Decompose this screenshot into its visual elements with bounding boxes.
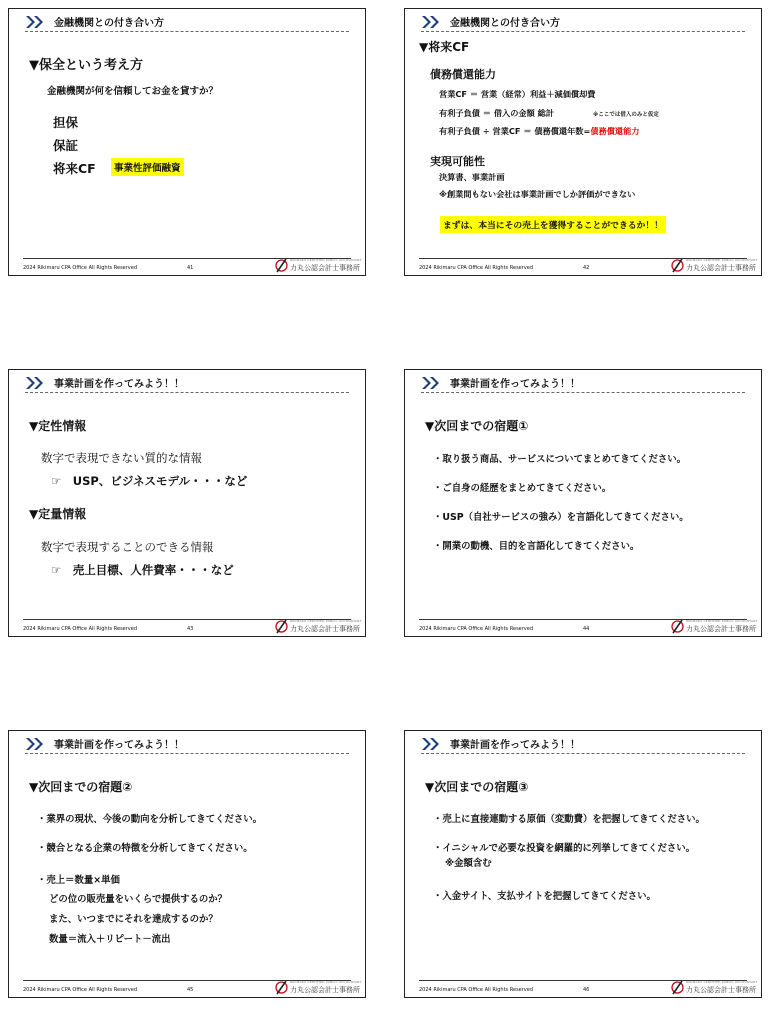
slide-title: 金融機関との付き合い方 bbox=[54, 18, 164, 29]
section-heading: ▼次回までの宿題① bbox=[425, 419, 529, 433]
logo-text: 力丸公認会計士事務所 bbox=[290, 264, 360, 272]
homework-subline: どの位の販売量をいくらで提供するのか？ bbox=[49, 894, 228, 905]
homework-note: ※金額含む bbox=[445, 858, 492, 869]
page-number: 42 bbox=[583, 265, 590, 271]
feasibility-note: ※創業間もない会社は事業計画でしか評価ができない bbox=[439, 189, 636, 199]
page-number: 46 bbox=[583, 987, 590, 993]
office-logo bbox=[671, 980, 758, 995]
copyright-text: 2024 Rikimaru CPA Office All Rights Reserved bbox=[419, 265, 534, 271]
copyright-text: 2024 Rikimaru CPA Office All Rights Reserved bbox=[23, 987, 138, 993]
chevron-right-icon bbox=[25, 15, 51, 29]
copyright-text: 2024 Rikimaru CPA Office All Rights Reserved bbox=[23, 265, 138, 271]
slide-46 bbox=[404, 730, 762, 998]
formula-repayment-years: 有利子負債 ÷ 営業CF ＝ 債務償還年数=債務償還能力 bbox=[439, 126, 640, 136]
slide-42 bbox=[404, 8, 762, 276]
chevron-right-icon bbox=[421, 376, 447, 390]
homework-item: ・取り扱う商品、サービスについてまとめてきてください。 bbox=[433, 454, 686, 465]
slide-41 bbox=[8, 8, 366, 276]
copyright-text: 2024 Rikimaru CPA Office All Rights Reserved bbox=[419, 987, 534, 993]
logo-mark-icon bbox=[275, 619, 288, 634]
formula-interest-debt: 有利子負債 ＝ 借入の金額 総計 bbox=[439, 108, 554, 118]
homework-item: ・イニシャルで必要な投資を網羅的に列挙してきてください。 bbox=[433, 843, 695, 854]
quantitative-description: 数字で表現することのできる情報 bbox=[41, 540, 214, 554]
slide-44 bbox=[404, 369, 762, 637]
logo-small-text: RIKIMARU CERTIFIED PUBLIC ACCOUNTANT bbox=[290, 619, 362, 623]
header-divider bbox=[421, 753, 745, 754]
logo-small-text: RIKIMARU CERTIFIED PUBLIC ACCOUNTANT bbox=[290, 980, 362, 984]
slide-header bbox=[405, 370, 761, 392]
qualitative-description: 数字で表現できない質的な情報 bbox=[41, 451, 202, 465]
slide-title: 事業計画を作ってみよう！！ bbox=[450, 379, 580, 390]
homework-item: ・競合となる企業の特徴を分析してきてください。 bbox=[37, 843, 253, 854]
repayment-capacity-text: 債務償還能力 bbox=[590, 126, 640, 136]
logo-small-text: RIKIMARU CERTIFIED PUBLIC ACCOUNTANT bbox=[686, 980, 758, 984]
section-heading: ▼保全という考え方 bbox=[29, 58, 143, 73]
logo-text: 力丸公認会計士事務所 bbox=[290, 986, 360, 994]
logo-text: 力丸公認会計士事務所 bbox=[686, 264, 756, 272]
homework-item: ・業界の現状、今後の動向を分析してきてください。 bbox=[37, 814, 263, 825]
logo-text: 力丸公認会計士事務所 bbox=[686, 625, 756, 633]
slide-header bbox=[9, 370, 365, 392]
formula-operating-cf: 営業CF ＝ 営業（経常）利益＋減価償却費 bbox=[439, 89, 596, 99]
highlight-label: 事業性評価融資 bbox=[111, 158, 184, 176]
heading-qualitative: ▼定性情報 bbox=[29, 419, 87, 433]
chevron-right-icon bbox=[25, 376, 51, 390]
office-logo bbox=[275, 619, 362, 634]
homework-item: ・売上＝数量×単価 bbox=[37, 875, 120, 886]
logo-small-text: RIKIMARU CERTIFIED PUBLIC ACCOUNTANT bbox=[686, 258, 758, 262]
chevron-right-icon bbox=[421, 15, 447, 29]
formula-note: ※ここでは借入のみと仮定 bbox=[593, 112, 659, 118]
logo-mark-icon bbox=[671, 258, 684, 273]
homework-item: ・開業の動機、目的を言語化してきてください。 bbox=[433, 541, 640, 552]
subheading-debt-repayment: 債務償還能力 bbox=[430, 68, 496, 81]
page-number: 44 bbox=[583, 626, 590, 632]
office-logo bbox=[275, 258, 362, 273]
qualitative-example: ☞ USP、ビジネスモデル・・・など bbox=[51, 474, 248, 488]
logo-mark-icon bbox=[671, 980, 684, 995]
logo-mark-icon bbox=[275, 980, 288, 995]
chevron-right-icon bbox=[25, 737, 51, 751]
slide-43 bbox=[8, 369, 366, 637]
page-number: 41 bbox=[187, 265, 194, 271]
slide-title: 事業計画を作ってみよう！！ bbox=[54, 379, 184, 390]
logo-small-text: RIKIMARU CERTIFIED PUBLIC ACCOUNTANT bbox=[290, 258, 362, 262]
header-divider bbox=[421, 392, 745, 393]
highlight-message: まずは、本当にその売上を獲得することができるか！！ bbox=[440, 216, 666, 233]
homework-item: ・ご自身の経歴をまとめてきてください。 bbox=[433, 483, 612, 494]
item-future-cf: 将来CF bbox=[53, 161, 96, 176]
slide-header bbox=[9, 731, 365, 753]
section-heading: ▼次回までの宿題③ bbox=[425, 780, 529, 794]
section-heading: ▼次回までの宿題② bbox=[29, 780, 133, 794]
question-text: 金融機関が何を信頼してお金を貸すか？ bbox=[47, 86, 219, 97]
header-divider bbox=[25, 31, 349, 32]
office-logo bbox=[671, 619, 758, 634]
logo-mark-icon bbox=[671, 619, 684, 634]
logo-mark-icon bbox=[275, 258, 288, 273]
slide-header bbox=[9, 9, 365, 31]
office-logo bbox=[671, 258, 758, 273]
item-guarantee: 保証 bbox=[53, 138, 79, 153]
homework-item: ・USP（自社サービスの強み）を言語化してきてください。 bbox=[433, 512, 689, 523]
item-collateral: 担保 bbox=[53, 115, 79, 130]
chevron-right-icon bbox=[421, 737, 447, 751]
page-number: 45 bbox=[187, 987, 194, 993]
slide-title: 事業計画を作ってみよう！！ bbox=[450, 740, 580, 751]
homework-item: ・売上に直接連動する原価（変動費）を把握してきてください。 bbox=[433, 814, 705, 825]
subheading-feasibility: 実現可能性 bbox=[430, 155, 485, 168]
homework-subline: また、いつまでにそれを達成するのか？ bbox=[49, 914, 218, 925]
quantitative-example: ☞ 売上目標、人件費率・・・など bbox=[51, 563, 234, 577]
slide-header bbox=[405, 9, 761, 31]
slide-title: 事業計画を作ってみよう！！ bbox=[54, 740, 184, 751]
slide-header bbox=[405, 731, 761, 753]
copyright-text: 2024 Rikimaru CPA Office All Rights Reserved bbox=[23, 626, 138, 632]
logo-text: 力丸公認会計士事務所 bbox=[290, 625, 360, 633]
logo-text: 力丸公認会計士事務所 bbox=[686, 986, 756, 994]
logo-small-text: RIKIMARU CERTIFIED PUBLIC ACCOUNTANT bbox=[686, 619, 758, 623]
header-divider bbox=[25, 392, 349, 393]
header-divider bbox=[421, 31, 745, 32]
slide-45 bbox=[8, 730, 366, 998]
feasibility-docs: 決算書、事業計画 bbox=[439, 172, 505, 182]
homework-subline: 数量＝流入＋リピート－流出 bbox=[49, 934, 171, 945]
header-divider bbox=[25, 753, 349, 754]
page-number: 43 bbox=[187, 626, 194, 632]
section-heading: ▼将来CF bbox=[419, 40, 470, 54]
heading-quantitative: ▼定量情報 bbox=[29, 507, 87, 521]
office-logo bbox=[275, 980, 362, 995]
slide-title: 金融機関との付き合い方 bbox=[450, 18, 560, 29]
copyright-text: 2024 Rikimaru CPA Office All Rights Reserved bbox=[419, 626, 534, 632]
homework-item: ・入金サイト、支払サイトを把握してきてください。 bbox=[433, 891, 656, 902]
